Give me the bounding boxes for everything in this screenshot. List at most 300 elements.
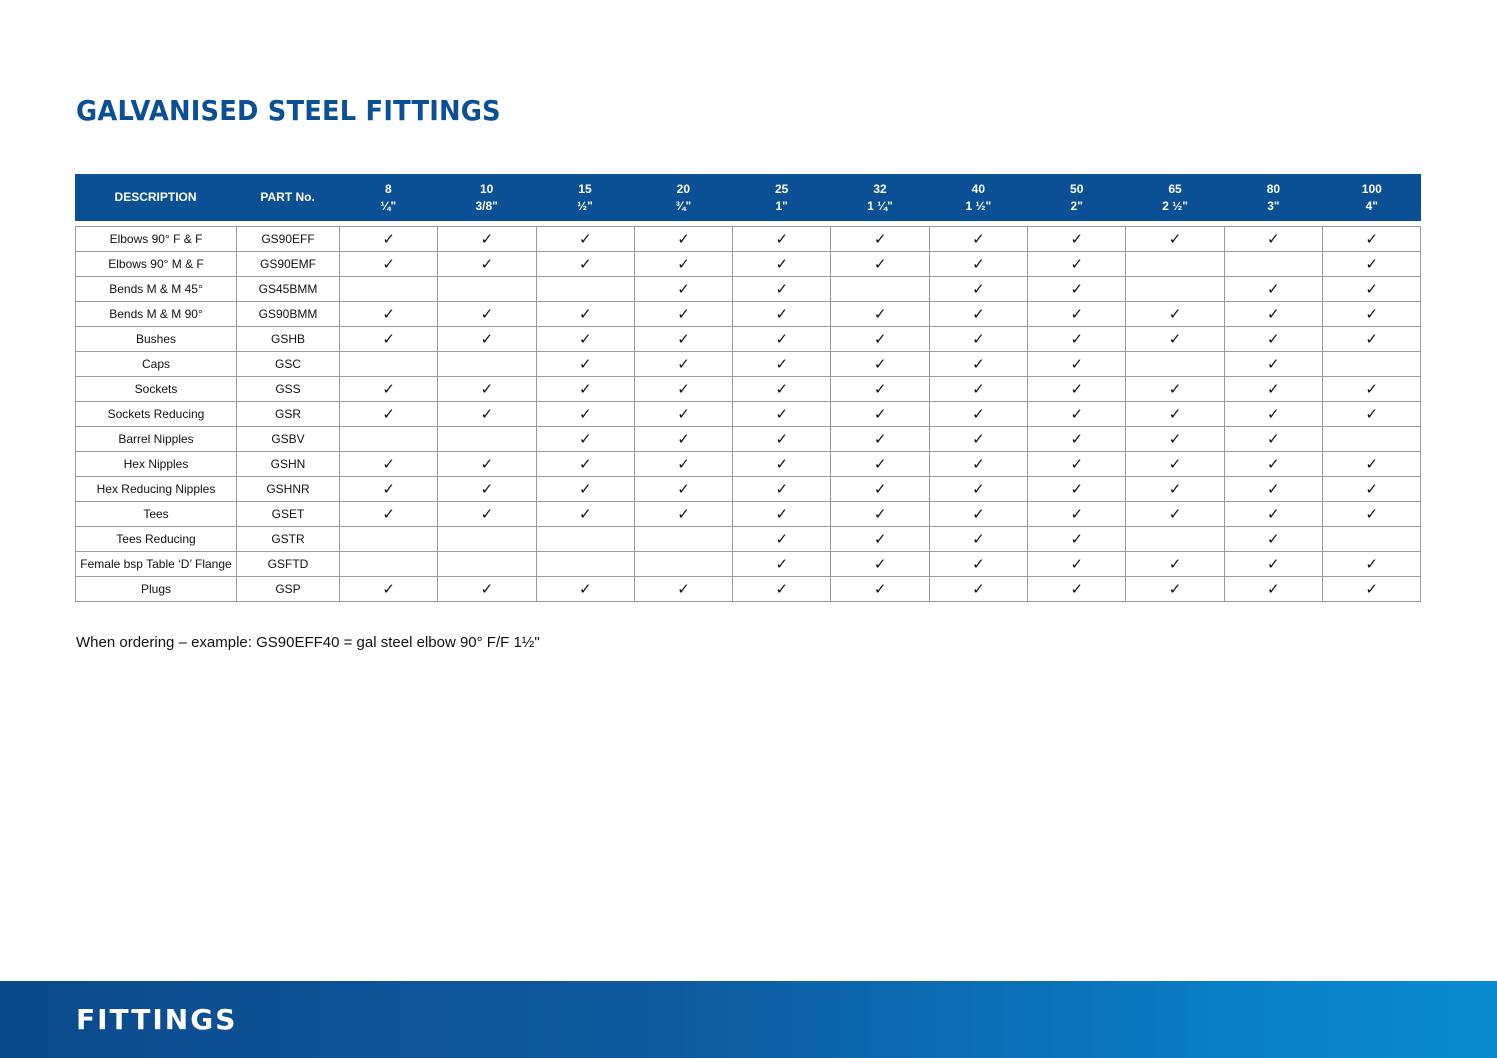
availability-cell — [1126, 352, 1224, 377]
availability-cell — [733, 377, 831, 402]
availability-cell — [634, 302, 732, 327]
check-icon: ✓ — [873, 380, 887, 398]
availability-cell — [1126, 252, 1224, 277]
availability-cell — [831, 377, 929, 402]
availability-cell — [438, 377, 536, 402]
availability-cell — [340, 277, 438, 302]
check-icon: ✓ — [1365, 380, 1378, 398]
check-icon: ✓ — [775, 305, 789, 323]
check-icon: ✓ — [382, 330, 395, 348]
availability-cell — [831, 227, 929, 252]
availability-cell — [438, 352, 536, 377]
check-icon: ✓ — [382, 255, 395, 273]
availability-cell — [1028, 477, 1126, 502]
row-part-number: GSTR — [237, 527, 340, 552]
row-description: Bushes — [76, 327, 237, 352]
check-icon: ✓ — [972, 480, 985, 498]
availability-cell — [634, 377, 732, 402]
check-icon: ✓ — [775, 230, 789, 248]
availability-cell — [1224, 552, 1322, 577]
check-icon: ✓ — [1267, 455, 1280, 473]
availability-cell — [340, 502, 438, 527]
availability-cell — [438, 252, 536, 277]
availability-cell — [536, 452, 634, 477]
check-icon: ✓ — [480, 255, 494, 273]
check-icon: ✓ — [775, 430, 789, 448]
check-icon: ✓ — [873, 255, 887, 273]
row-part-number: GSS — [237, 377, 340, 402]
column-header-size: 40 1 ½" — [965, 181, 992, 213]
availability-cell — [1224, 477, 1322, 502]
availability-cell — [733, 527, 831, 552]
availability-cell — [733, 327, 831, 352]
availability-cell — [831, 252, 929, 277]
check-icon: ✓ — [1267, 580, 1280, 598]
availability-cell — [1322, 302, 1420, 327]
check-icon: ✓ — [873, 455, 887, 473]
row-part-number: GSHNR — [237, 477, 340, 502]
check-icon: ✓ — [1070, 305, 1084, 323]
availability-cell — [929, 377, 1027, 402]
table-row — [76, 277, 1421, 302]
row-description: Bends M & M 90° — [76, 302, 237, 327]
availability-cell — [438, 427, 536, 452]
table-row — [76, 352, 1421, 377]
check-icon: ✓ — [972, 380, 985, 398]
check-icon: ✓ — [775, 330, 789, 348]
check-icon: ✓ — [1070, 530, 1084, 548]
availability-cell — [340, 552, 438, 577]
check-icon: ✓ — [578, 455, 592, 473]
availability-cell — [1028, 277, 1126, 302]
availability-cell — [733, 577, 831, 602]
availability-cell — [1224, 402, 1322, 427]
check-icon: ✓ — [1070, 580, 1084, 598]
availability-cell — [536, 427, 634, 452]
availability-cell — [733, 277, 831, 302]
check-icon: ✓ — [775, 255, 789, 273]
availability-cell — [1028, 452, 1126, 477]
availability-cell — [340, 352, 438, 377]
row-description: Elbows 90° F & F — [76, 227, 237, 252]
check-icon: ✓ — [1168, 430, 1182, 448]
availability-cell — [438, 227, 536, 252]
column-header-size: 100 4" — [1361, 181, 1382, 213]
check-icon: ✓ — [1070, 480, 1084, 498]
check-icon: ✓ — [382, 505, 395, 523]
availability-cell — [929, 327, 1027, 352]
table-row — [76, 402, 1421, 427]
row-part-number: GSHB — [237, 327, 340, 352]
availability-cell — [1224, 252, 1322, 277]
check-icon: ✓ — [1070, 430, 1084, 448]
check-icon: ✓ — [480, 305, 494, 323]
availability-cell — [634, 502, 732, 527]
check-icon: ✓ — [1070, 505, 1084, 523]
check-icon: ✓ — [480, 580, 494, 598]
check-icon: ✓ — [873, 555, 887, 573]
column-header-size: 10 3/8" — [475, 181, 498, 213]
availability-cell — [1028, 402, 1126, 427]
row-description: Elbows 90° M & F — [76, 252, 237, 277]
availability-cell — [438, 452, 536, 477]
column-header-size: 20 ¾" — [675, 181, 692, 213]
availability-cell — [536, 402, 634, 427]
availability-cell — [733, 252, 831, 277]
table-row — [76, 302, 1421, 327]
check-icon: ✓ — [775, 380, 789, 398]
availability-cell — [536, 327, 634, 352]
availability-cell — [340, 327, 438, 352]
table-row — [76, 527, 1421, 552]
check-icon: ✓ — [775, 280, 789, 298]
check-icon: ✓ — [677, 230, 690, 248]
availability-cell — [1224, 227, 1322, 252]
check-icon: ✓ — [480, 405, 494, 423]
availability-cell — [1126, 577, 1224, 602]
availability-cell — [340, 302, 438, 327]
availability-cell — [1322, 577, 1420, 602]
check-icon: ✓ — [1365, 255, 1378, 273]
check-icon: ✓ — [1070, 380, 1084, 398]
table-row — [76, 552, 1421, 577]
check-icon: ✓ — [873, 430, 887, 448]
availability-cell — [340, 477, 438, 502]
column-header-part-no: PART No. — [260, 190, 315, 204]
check-icon: ✓ — [1168, 330, 1182, 348]
row-part-number: GSFTD — [237, 552, 340, 577]
row-description: Tees Reducing — [76, 527, 237, 552]
column-header-size: 25 1" — [774, 181, 789, 213]
check-icon: ✓ — [382, 480, 395, 498]
check-icon: ✓ — [677, 380, 690, 398]
availability-cell — [438, 477, 536, 502]
availability-cell — [634, 577, 732, 602]
availability-cell — [1322, 327, 1420, 352]
availability-cell — [1028, 377, 1126, 402]
check-icon: ✓ — [775, 555, 789, 573]
availability-cell — [733, 477, 831, 502]
page-title: GALVANISED STEEL FITTINGS — [76, 94, 501, 127]
column-header-size: 15 ½" — [577, 181, 593, 213]
check-icon: ✓ — [1267, 430, 1280, 448]
check-icon: ✓ — [775, 355, 789, 373]
check-icon: ✓ — [578, 380, 592, 398]
availability-cell — [929, 427, 1027, 452]
column-header-size: 8 ¼" — [380, 181, 397, 213]
availability-cell — [929, 452, 1027, 477]
footer-title: FITTINGS — [76, 1003, 238, 1036]
availability-cell — [929, 552, 1027, 577]
availability-cell — [831, 427, 929, 452]
check-icon: ✓ — [1365, 405, 1378, 423]
availability-cell — [340, 452, 438, 477]
check-icon: ✓ — [1267, 505, 1280, 523]
availability-cell — [1224, 302, 1322, 327]
availability-cell — [1028, 302, 1126, 327]
table-row — [76, 327, 1421, 352]
availability-cell — [831, 552, 929, 577]
table-row — [76, 252, 1421, 277]
check-icon: ✓ — [775, 530, 789, 548]
check-icon: ✓ — [1070, 405, 1084, 423]
column-header-size: 80 3" — [1266, 181, 1281, 213]
check-icon: ✓ — [382, 380, 395, 398]
check-icon: ✓ — [873, 305, 887, 323]
availability-cell — [831, 302, 929, 327]
availability-cell — [831, 402, 929, 427]
check-icon: ✓ — [873, 580, 887, 598]
check-icon: ✓ — [578, 405, 592, 423]
check-icon: ✓ — [382, 305, 395, 323]
availability-cell — [733, 427, 831, 452]
check-icon: ✓ — [578, 230, 592, 248]
check-icon: ✓ — [480, 480, 494, 498]
check-icon: ✓ — [480, 330, 494, 348]
availability-cell — [929, 227, 1027, 252]
check-icon: ✓ — [578, 580, 592, 598]
availability-cell — [1028, 502, 1126, 527]
row-description: Tees — [76, 502, 237, 527]
availability-cell — [733, 302, 831, 327]
check-icon: ✓ — [1168, 580, 1182, 598]
row-part-number: GSET — [237, 502, 340, 527]
check-icon: ✓ — [677, 580, 690, 598]
check-icon: ✓ — [873, 530, 887, 548]
availability-cell — [1126, 552, 1224, 577]
availability-cell — [438, 327, 536, 352]
check-icon: ✓ — [1168, 405, 1182, 423]
check-icon: ✓ — [578, 330, 592, 348]
availability-cell — [831, 502, 929, 527]
check-icon: ✓ — [1365, 505, 1378, 523]
check-icon: ✓ — [1365, 580, 1378, 598]
row-description: Bends M & M 45° — [76, 277, 237, 302]
check-icon: ✓ — [1070, 355, 1084, 373]
row-part-number: GSP — [237, 577, 340, 602]
availability-cell — [929, 402, 1027, 427]
column-header-description: DESCRIPTION — [114, 190, 197, 204]
availability-cell — [634, 477, 732, 502]
check-icon: ✓ — [1070, 330, 1084, 348]
check-icon: ✓ — [677, 355, 690, 373]
availability-cell — [733, 402, 831, 427]
check-icon: ✓ — [578, 480, 592, 498]
check-icon: ✓ — [1267, 380, 1280, 398]
check-icon: ✓ — [1365, 455, 1378, 473]
check-icon: ✓ — [775, 505, 789, 523]
check-icon: ✓ — [873, 505, 887, 523]
check-icon: ✓ — [1267, 555, 1280, 573]
row-description: Caps — [76, 352, 237, 377]
table-row — [76, 577, 1421, 602]
check-icon: ✓ — [1070, 255, 1084, 273]
check-icon: ✓ — [1267, 405, 1280, 423]
availability-cell — [1322, 502, 1420, 527]
check-icon: ✓ — [677, 255, 690, 273]
availability-cell — [1126, 327, 1224, 352]
check-icon: ✓ — [873, 355, 887, 373]
row-part-number: GSHN — [237, 452, 340, 477]
availability-cell — [536, 552, 634, 577]
row-part-number: GS90BMM — [237, 302, 340, 327]
check-icon: ✓ — [677, 330, 690, 348]
availability-cell — [1028, 577, 1126, 602]
availability-cell — [1322, 277, 1420, 302]
availability-cell — [1126, 427, 1224, 452]
check-icon: ✓ — [1267, 230, 1280, 248]
row-description: Sockets — [76, 377, 237, 402]
check-icon: ✓ — [972, 330, 985, 348]
check-icon: ✓ — [480, 505, 494, 523]
availability-cell — [929, 302, 1027, 327]
availability-cell — [536, 577, 634, 602]
availability-cell — [340, 402, 438, 427]
availability-cell — [634, 452, 732, 477]
check-icon: ✓ — [480, 380, 494, 398]
check-icon: ✓ — [1365, 305, 1378, 323]
availability-cell — [340, 252, 438, 277]
availability-cell — [1322, 252, 1420, 277]
check-icon: ✓ — [972, 230, 985, 248]
check-icon: ✓ — [677, 480, 690, 498]
check-icon: ✓ — [873, 480, 887, 498]
availability-cell — [634, 402, 732, 427]
availability-cell — [536, 527, 634, 552]
check-icon: ✓ — [1267, 330, 1280, 348]
check-icon: ✓ — [1267, 355, 1280, 373]
check-icon: ✓ — [1168, 505, 1182, 523]
table-row — [76, 377, 1421, 402]
availability-cell — [1028, 427, 1126, 452]
availability-cell — [634, 427, 732, 452]
availability-cell — [1028, 552, 1126, 577]
availability-cell — [1126, 402, 1224, 427]
check-icon: ✓ — [1365, 230, 1378, 248]
availability-cell — [536, 277, 634, 302]
availability-cell — [536, 352, 634, 377]
check-icon: ✓ — [480, 455, 494, 473]
availability-cell — [634, 552, 732, 577]
check-icon: ✓ — [480, 230, 494, 248]
availability-cell — [831, 452, 929, 477]
check-icon: ✓ — [578, 505, 592, 523]
check-icon: ✓ — [775, 455, 789, 473]
availability-cell — [1224, 452, 1322, 477]
check-icon: ✓ — [1365, 555, 1378, 573]
availability-cell — [733, 352, 831, 377]
availability-cell — [1028, 252, 1126, 277]
check-icon: ✓ — [1267, 305, 1280, 323]
availability-cell — [1322, 402, 1420, 427]
availability-cell — [1224, 527, 1322, 552]
check-icon: ✓ — [1365, 280, 1378, 298]
availability-cell — [438, 402, 536, 427]
availability-cell — [634, 227, 732, 252]
availability-cell — [340, 227, 438, 252]
availability-cell — [831, 577, 929, 602]
check-icon: ✓ — [873, 230, 887, 248]
availability-cell — [1028, 352, 1126, 377]
column-header-size: 50 2" — [1070, 181, 1084, 213]
check-icon: ✓ — [972, 280, 985, 298]
availability-cell — [1126, 527, 1224, 552]
availability-cell — [1322, 227, 1420, 252]
table-row — [76, 477, 1421, 502]
column-header-size: 32 1 ¼" — [867, 181, 893, 213]
availability-cell — [340, 377, 438, 402]
availability-cell — [536, 302, 634, 327]
check-icon: ✓ — [578, 355, 592, 373]
availability-cell — [1322, 377, 1420, 402]
check-icon: ✓ — [972, 530, 985, 548]
availability-cell — [1322, 452, 1420, 477]
check-icon: ✓ — [578, 305, 592, 323]
row-description: Plugs — [76, 577, 237, 602]
availability-cell — [1224, 502, 1322, 527]
check-icon: ✓ — [677, 280, 690, 298]
check-icon: ✓ — [972, 455, 985, 473]
check-icon: ✓ — [1365, 330, 1378, 348]
availability-cell — [438, 577, 536, 602]
availability-cell — [1224, 427, 1322, 452]
check-icon: ✓ — [972, 505, 985, 523]
availability-cell — [1028, 527, 1126, 552]
availability-cell — [831, 327, 929, 352]
availability-cell — [1126, 502, 1224, 527]
check-icon: ✓ — [1168, 555, 1182, 573]
table-row — [76, 452, 1421, 477]
fittings-table — [75, 226, 1421, 602]
availability-cell — [438, 552, 536, 577]
availability-cell — [831, 277, 929, 302]
availability-cell — [1322, 352, 1420, 377]
row-part-number: GS90EMF — [237, 252, 340, 277]
availability-cell — [1322, 427, 1420, 452]
row-description: Sockets Reducing — [76, 402, 237, 427]
check-icon: ✓ — [382, 580, 395, 598]
check-icon: ✓ — [1365, 480, 1378, 498]
availability-cell — [831, 527, 929, 552]
row-part-number: GS90EFF — [237, 227, 340, 252]
availability-cell — [634, 327, 732, 352]
availability-cell — [438, 302, 536, 327]
availability-cell — [733, 552, 831, 577]
availability-cell — [438, 527, 536, 552]
availability-cell — [1224, 327, 1322, 352]
availability-cell — [1224, 377, 1322, 402]
availability-cell — [1322, 527, 1420, 552]
check-icon: ✓ — [382, 405, 395, 423]
availability-cell — [929, 527, 1027, 552]
check-icon: ✓ — [382, 455, 395, 473]
check-icon: ✓ — [972, 430, 985, 448]
check-icon: ✓ — [1070, 230, 1084, 248]
availability-cell — [1126, 477, 1224, 502]
availability-cell — [340, 577, 438, 602]
check-icon: ✓ — [677, 455, 690, 473]
availability-cell — [733, 452, 831, 477]
check-icon: ✓ — [578, 430, 592, 448]
check-icon: ✓ — [382, 230, 395, 248]
availability-cell — [1126, 277, 1224, 302]
check-icon: ✓ — [873, 405, 887, 423]
availability-cell — [929, 502, 1027, 527]
check-icon: ✓ — [775, 480, 789, 498]
row-description: Barrel Nipples — [76, 427, 237, 452]
check-icon: ✓ — [775, 405, 789, 423]
availability-cell — [340, 527, 438, 552]
